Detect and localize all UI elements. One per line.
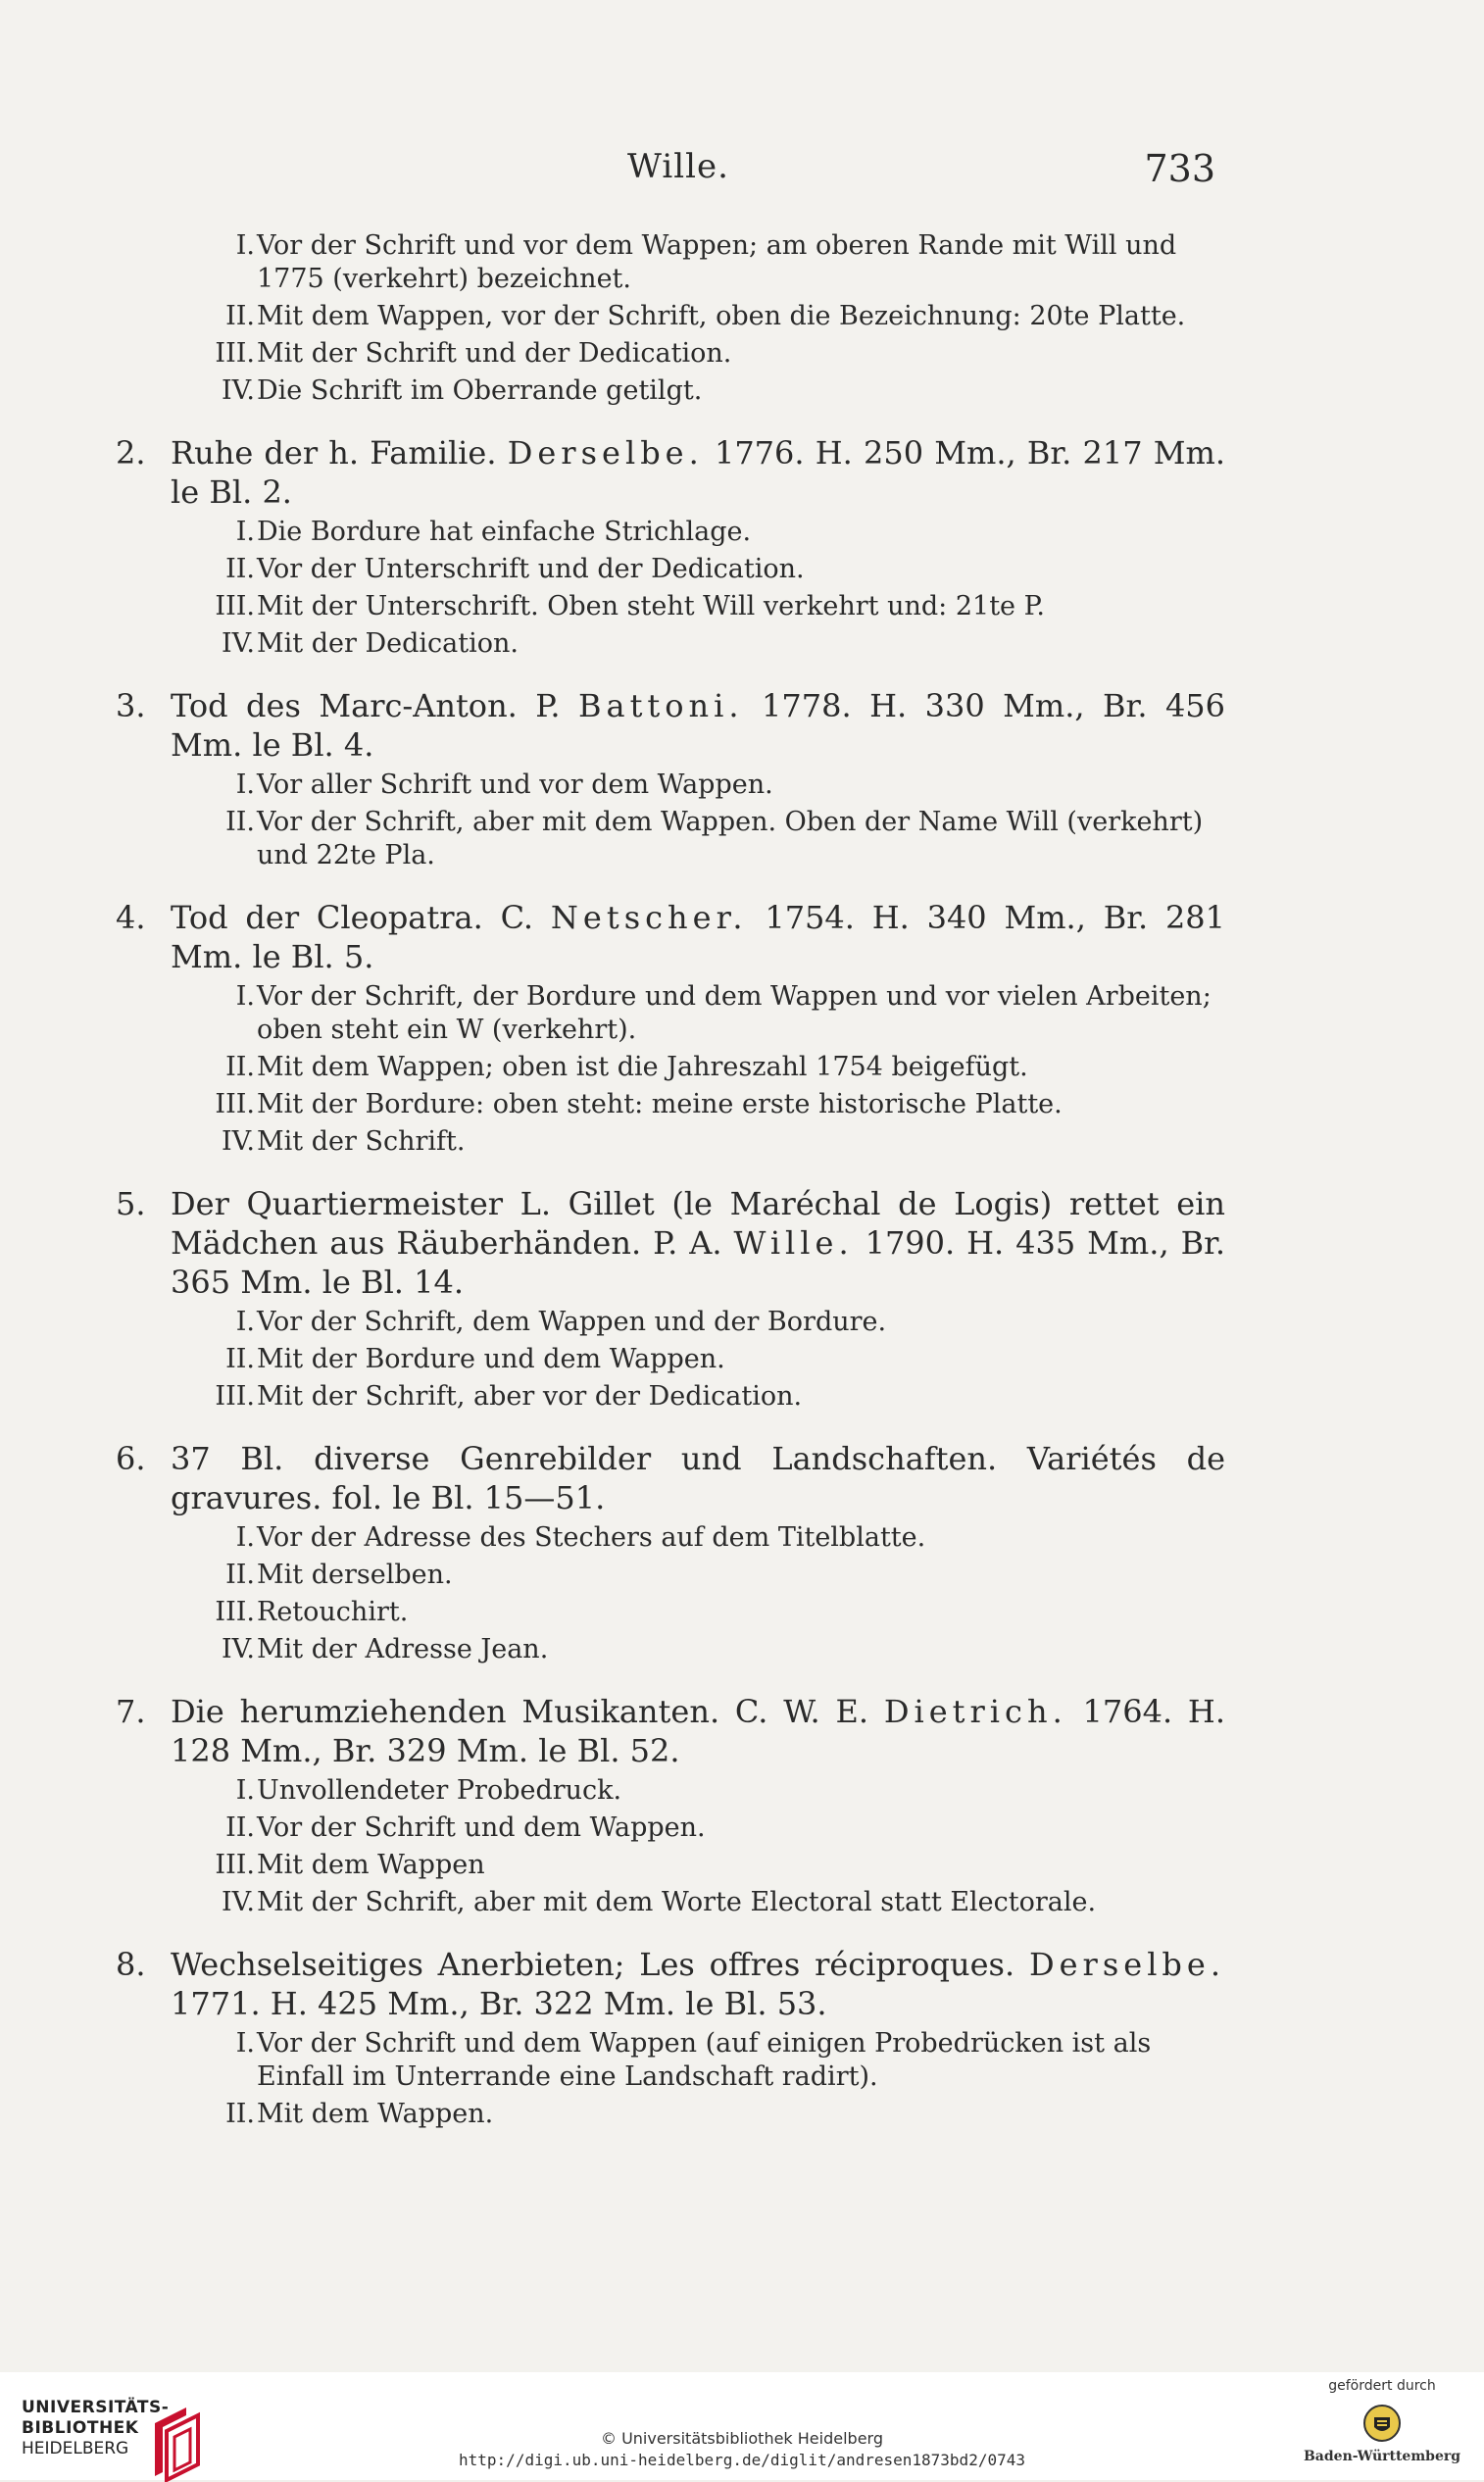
catalogue-entry: [116, 686, 1225, 872]
state-item: III. Mit der Schrift und der Dedication.: [215, 338, 732, 369]
state-text: Mit der Schrift und der Dedication.: [257, 338, 732, 369]
entry-title: Die herumziehenden Musikanten. C. W. E.: [171, 1693, 869, 1730]
running-title: Wille.: [627, 147, 729, 186]
entry-number: 7.: [116, 1693, 146, 1730]
state-item: II. Vor der Schrift, aber mit dem Wappen. Oben der Name Will (verkehrt) und 22te Pla.: [225, 807, 1204, 870]
state-item: III. Mit der Schrift, aber vor der Dedication.: [215, 1381, 803, 1412]
state-text: Vor aller Schrift und vor dem Wappen.: [257, 769, 773, 800]
library-name-line1: UNIVERSITÄTS-: [22, 2398, 170, 2417]
state-text: Vor der Schrift, der Bordure und dem Wappen und vor vielen Arbeiten; oben steht ein W (verkehrt).: [257, 981, 1212, 1045]
sponsor-name: Baden-Württemberg: [1303, 2449, 1461, 2464]
state-item: II. Mit derselben.: [225, 1560, 453, 1590]
state-item: I. Vor der Schrift, der Bordure und dem Wappen und vor vielen Arbeiten; oben steht ein W (verkehrt).: [235, 981, 1212, 1045]
page-number: 733: [1144, 147, 1215, 190]
entry-number: 6.: [116, 1440, 146, 1477]
entry-title: Tod der Cleopatra. C.: [171, 899, 534, 936]
state-item: II. Mit dem Wappen.: [225, 2099, 494, 2129]
catalogue-entry: [116, 1692, 1225, 1919]
entry-title: Der Quartiermeister L. Gillet (le Maréchal de Logis) rettet ein Mädchen aus Räuberhänden. P. A.: [171, 1185, 1225, 1262]
entry-number: 3.: [116, 687, 146, 724]
state-list: [116, 516, 1225, 661]
state-item: I. Vor der Schrift, dem Wappen und der Bordure.: [235, 1307, 887, 1337]
sponsor-block: [1294, 2378, 1470, 2464]
entry-artist: Wille.: [733, 1224, 854, 1262]
state-text: Mit dem Wappen.: [257, 2099, 494, 2129]
catalogue-entry: [116, 1439, 1225, 1666]
state-text: Vor der Unterschrift und der Dedication.: [257, 554, 805, 584]
entry-details: 1776. H. 250 Mm., Br. 217 Mm. le Bl. 2.: [171, 434, 1226, 511]
state-item: II. Vor der Schrift und dem Wappen.: [225, 1812, 706, 1843]
copyright-notice: © Universitätsbibliothek Heidelberg: [600, 2429, 883, 2448]
entry-artist: Derselbe.: [507, 434, 704, 472]
state-item: IV. Mit der Schrift.: [221, 1126, 466, 1157]
state-text: Mit der Bordure und dem Wappen.: [257, 1344, 725, 1374]
state-text: Vor der Schrift und dem Wappen (auf einigen Probedrücken ist als Einfall im Unterrande eine Landschaft radirt).: [257, 2028, 1152, 2092]
catalogue-entry-continued: [116, 229, 1225, 408]
entry-heading: [116, 433, 1225, 512]
state-item: I. Vor der Adresse des Stechers auf dem Titelblatte.: [235, 1522, 926, 1553]
state-item: I. Die Bordure hat einfache Strichlage.: [235, 517, 752, 547]
entry-heading: [116, 686, 1225, 765]
entry-artist: Netscher.: [550, 899, 748, 936]
state-item: I. Unvollendeter Probedruck.: [235, 1775, 622, 1806]
state-text: Mit der Dedication.: [257, 628, 519, 659]
sponsor-label: gefördert durch: [1328, 2378, 1436, 2394]
state-item: III. Mit der Bordure: oben steht: meine erste historische Platte.: [215, 1089, 1063, 1119]
entry-number: 4.: [116, 899, 146, 936]
entry-number: 5.: [116, 1185, 146, 1222]
state-item: I. Vor der Schrift und dem Wappen (auf einigen Probedrücken ist als Einfall im Unterrande eine Landschaft radirt).: [235, 2028, 1152, 2092]
state-text: Mit dem Wappen: [257, 1850, 485, 1880]
catalogue-entry: [116, 898, 1225, 1159]
entry-title: Ruhe der h. Familie.: [171, 434, 497, 472]
state-item: IV. Die Schrift im Oberrande getilgt.: [221, 375, 703, 406]
state-text: Mit der Adresse Jean.: [257, 1634, 549, 1664]
state-text: Mit der Schrift, aber mit dem Worte Electoral statt Electorale.: [257, 1887, 1097, 1917]
entry-title: Tod des Marc-Anton. P.: [171, 687, 561, 724]
catalogue-entry: [116, 1184, 1225, 1414]
state-list: [116, 1521, 1225, 1666]
state-text: Mit dem Wappen; oben ist die Jahreszahl 1754 beigefügt.: [257, 1052, 1028, 1082]
state-text: Vor der Schrift, dem Wappen und der Bordure.: [257, 1307, 887, 1337]
state-text: Die Schrift im Oberrande getilgt.: [257, 375, 703, 406]
state-item: II. Mit dem Wappen; oben ist die Jahreszahl 1754 beigefügt.: [225, 1052, 1028, 1082]
state-list: [116, 980, 1225, 1159]
state-text: Mit der Unterschrift. Oben steht Will verkehrt und: 21te P.: [257, 591, 1045, 621]
state-text: Vor der Adresse des Stechers auf dem Titelblatte.: [257, 1522, 926, 1553]
permalink-url[interactable]: http://digi.ub.uni-heidelberg.de/diglit/andresen1873bd2/0743: [459, 2451, 1025, 2469]
entry-details: 1754. H. 340 Mm., Br. 281 Mm. le Bl. 5.: [171, 899, 1226, 975]
state-text: Mit dem Wappen, vor der Schrift, oben die Bezeichnung: 20te Platte.: [257, 301, 1186, 331]
state-item: II. Mit der Bordure und dem Wappen.: [225, 1344, 725, 1374]
entry-details: 1771. H. 425 Mm., Br. 322 Mm. le Bl. 53.: [171, 1985, 827, 2022]
library-name-line3: HEIDELBERG: [22, 2439, 129, 2458]
state-item: III. Retouchirt.: [215, 1597, 409, 1627]
entry-details: 1790. H. 435 Mm., Br. 365 Mm. le Bl. 14.: [171, 1224, 1226, 1301]
entry-heading: [116, 1439, 1225, 1517]
state-item: II. Vor der Unterschrift und der Dedication.: [225, 554, 805, 584]
state-item: I. Vor der Schrift und vor dem Wappen; am oberen Rande mit Will und 1775 (verkehrt) bezeichnet.: [235, 230, 1177, 294]
state-list: [116, 229, 1225, 408]
entry-number: 2.: [116, 434, 146, 472]
entry-details: 1764. H. 128 Mm., Br. 329 Mm. le Bl. 52.: [171, 1693, 1226, 1769]
entry-heading: [116, 1692, 1225, 1770]
state-seal-icon: [1362, 2404, 1402, 2443]
entry-artist: Battoni.: [577, 687, 744, 724]
state-text: Mit der Schrift.: [257, 1126, 466, 1157]
state-list: [116, 769, 1225, 872]
state-item: II. Mit dem Wappen, vor der Schrift, oben die Bezeichnung: 20te Platte.: [225, 301, 1186, 331]
entry-heading: [116, 1184, 1225, 1302]
catalogue-entry: [116, 433, 1225, 661]
page-header: [627, 147, 1215, 196]
state-text: Retouchirt.: [257, 1597, 409, 1627]
entry-artist: Dietrich.: [883, 1693, 1067, 1730]
state-list: [116, 2027, 1225, 2131]
state-text: Mit derselben.: [257, 1560, 453, 1590]
digitization-footer: [0, 2372, 1484, 2480]
entry-number: 8.: [116, 1946, 146, 1983]
entry-heading: [116, 1945, 1225, 2023]
state-item: III. Mit der Unterschrift. Oben steht Will verkehrt und: 21te P.: [215, 591, 1045, 621]
state-text: Mit der Schrift, aber vor der Dedication.: [257, 1381, 803, 1412]
state-item: IV. Mit der Dedication.: [221, 628, 519, 659]
state-text: Vor der Schrift, aber mit dem Wappen. Oben der Name Will (verkehrt) und 22te Pla.: [257, 807, 1204, 870]
entry-details: 1778. H. 330 Mm., Br. 456 Mm. le Bl. 4.: [171, 687, 1226, 764]
entry-heading: [116, 898, 1225, 976]
catalogue-entries: [116, 225, 1225, 2157]
state-text: Vor der Schrift und dem Wappen.: [257, 1812, 706, 1843]
state-item: I. Vor aller Schrift und vor dem Wappen.: [235, 769, 773, 800]
state-text: Mit der Bordure: oben steht: meine erste historische Platte.: [257, 1089, 1063, 1119]
state-item: III. Mit dem Wappen: [215, 1850, 485, 1880]
entry-artist: Derselbe.: [1028, 1946, 1226, 1983]
state-list: [116, 1306, 1225, 1414]
entry-title: Wechselseitiges Anerbieten; Les offres réciproques.: [171, 1946, 1015, 1983]
state-item: IV. Mit der Adresse Jean.: [221, 1634, 549, 1664]
entry-title: 37 Bl. diverse Genrebilder und Landschaften. Variétés de gravures. fol. le Bl. 15—51.: [171, 1440, 1225, 1516]
state-text: Vor der Schrift und vor dem Wappen; am oberen Rande mit Will und 1775 (verkehrt) bezeichnet.: [257, 230, 1177, 294]
state-item: IV. Mit der Schrift, aber mit dem Worte Electoral statt Electorale.: [221, 1887, 1097, 1917]
state-text: Unvollendeter Probedruck.: [257, 1775, 622, 1806]
state-text: Die Bordure hat einfache Strichlage.: [257, 517, 752, 547]
state-list: [116, 1774, 1225, 1919]
catalogue-entry: [116, 1945, 1225, 2131]
library-name-line2: BIBLIOTHEK: [22, 2418, 139, 2438]
